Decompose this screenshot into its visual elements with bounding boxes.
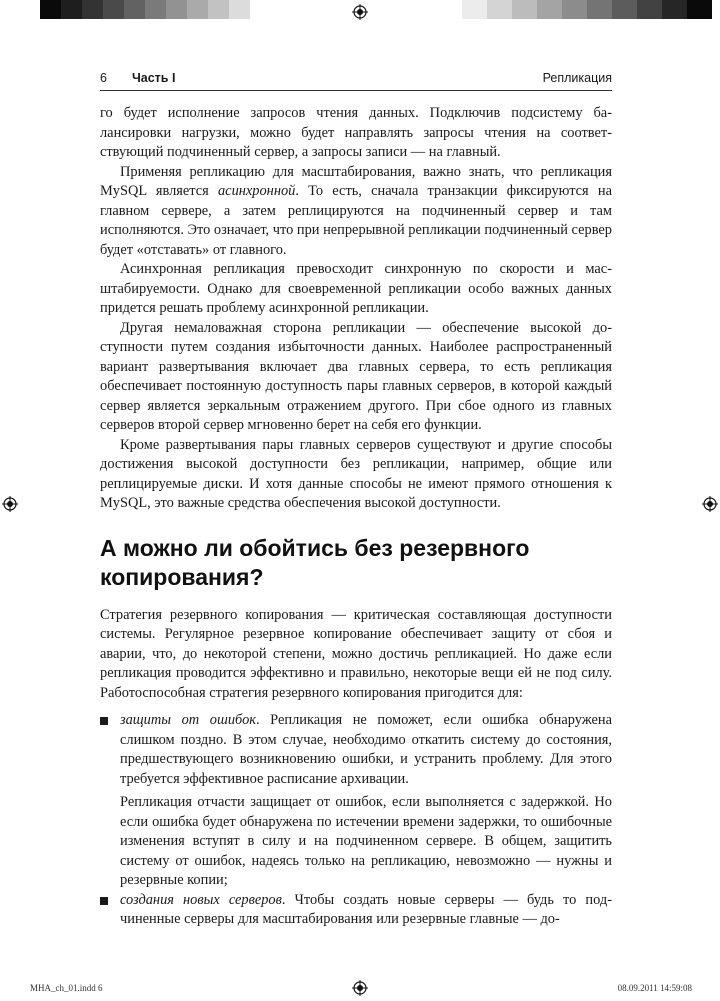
- calibration-swatch: [637, 0, 662, 19]
- paragraph: Другая немаловажная сторона репликации — обеспечение высокой доступности путем создания избыточности данных. Наиболее распространенный вариант развертывания включает два главных сервера, то есть репликация обеспечивает постоянную доступность пары главных серверов, в которой каждый сервер является зеркальным отражением другого. При сбое одного из главных серверов второй сервер мгновенно берет на себя его функции.: [100, 319, 612, 433]
- paragraph: го будет исполнение запросов чтения данных. Подключив подсистему балансировки нагрузки, можно будет направлять запросы чтения на соответствующий подчиненный сервер, а запросы записи — на главный.: [100, 105, 612, 160]
- header-rule: [100, 90, 612, 91]
- page-body: [100, 104, 612, 930]
- calibration-swatch: [562, 0, 587, 19]
- color-calibration-bar-left: [40, 0, 250, 19]
- file-slug: MHA_ch_01.indd 6: [30, 983, 103, 993]
- calibration-swatch: [487, 0, 512, 19]
- running-header: [100, 71, 612, 89]
- registration-mark-icon: [702, 496, 718, 512]
- registration-mark-icon: [2, 496, 18, 512]
- chapter-title: Репликация: [542, 71, 612, 85]
- registration-mark-icon: [352, 4, 368, 20]
- page-number: 6: [100, 71, 107, 85]
- bullet-list: [100, 711, 612, 930]
- timestamp-slug: 08.09.2011 14:59:08: [617, 983, 692, 993]
- list-item-text: создания новых серверов. Чтобы создать новые серверы — будь то подчиненные серверы для масштабирования или резервные главные — до-: [120, 891, 612, 927]
- calibration-swatch: [187, 0, 208, 19]
- bullet-square-icon: [100, 897, 108, 905]
- list-item-continuation: Репликация отчасти защищает от ошибок, если выполняется с задержкой. Но если ошибка будет обнаружена по истечении времени задержки, то ошибочные изменения вступят в силу и на подчиненном сервере. В общем, защитить систему от ошибок, надеясь только на репликацию, невозможно — нужны и резервные копии;: [120, 794, 612, 888]
- paragraph: Стратегия резервного копирования — критическая составляющая доступности системы. Регулярное резервное копирование обеспечивает защиту от сбоя и аварии, что, до некоторой степени, можно достичь репликацией. Но даже если репликация проводится эффективно и правильно, некоторые вещи ей не под силу. Работоспособная стратегия резервного копирования пригодится для:: [100, 606, 612, 701]
- calibration-swatch: [82, 0, 103, 19]
- list-item: [100, 711, 612, 891]
- bullet-square-icon: [100, 717, 108, 725]
- list-item-term: защиты от ошибок: [120, 712, 256, 728]
- calibration-swatch: [587, 0, 612, 19]
- calibration-swatch: [612, 0, 637, 19]
- part-label: Часть I: [132, 71, 176, 85]
- calibration-swatch: [229, 0, 250, 19]
- calibration-swatch: [124, 0, 145, 19]
- calibration-swatch: [537, 0, 562, 19]
- section-heading: А можно ли обойтись без резервного копирования?: [100, 534, 530, 590]
- calibration-swatch: [687, 0, 712, 19]
- color-calibration-bar-right: [462, 0, 712, 19]
- calibration-swatch: [512, 0, 537, 19]
- registration-mark-icon: [352, 980, 368, 996]
- calibration-swatch: [61, 0, 82, 19]
- calibration-swatch: [166, 0, 187, 19]
- paragraph: Кроме развертывания пары главных серверов существуют и другие способы достижения высокой доступности без репликации, например, общие или реплицируемые диски. И хотя данные способы не имеют прямого отношения к MySQL, это важные средства обеспечения высокой доступности.: [100, 436, 612, 511]
- calibration-swatch: [662, 0, 687, 19]
- paragraph: Применяя репликацию для масштабирования, важно знать, что репликация MySQL является асинхронной. То есть, сначала транзакции фиксируются на главном сервере, а затем реплицируются на подчиненный сервер и там исполняются. Это означает, что при непрерывной репликации подчиненный сервер будет «отставать» от главного.: [100, 163, 612, 258]
- calibration-swatch: [103, 0, 124, 19]
- calibration-swatch: [40, 0, 61, 19]
- list-item-text: защиты от ошибок. Репликация не поможет, если ошибка обнаружена слишком поздно. В этом случае, необходимо откатить систему до состояния, предшествующего возникновению ошибки, и устранить проблему. Для этого требуется эффективное расписание архивации.: [120, 712, 612, 787]
- paragraph: Асинхронная репликация превосходит синхронную по скорости и масштабируемости. Однако для своевременной репликации особо важных данных придется решать проблему асинхронной репликации.: [100, 261, 612, 316]
- calibration-swatch: [462, 0, 487, 19]
- calibration-swatch: [208, 0, 229, 19]
- list-item: [100, 891, 612, 930]
- list-item-term: создания новых серверов: [120, 891, 282, 908]
- emphasis: асинхронной: [217, 183, 296, 199]
- calibration-swatch: [145, 0, 166, 19]
